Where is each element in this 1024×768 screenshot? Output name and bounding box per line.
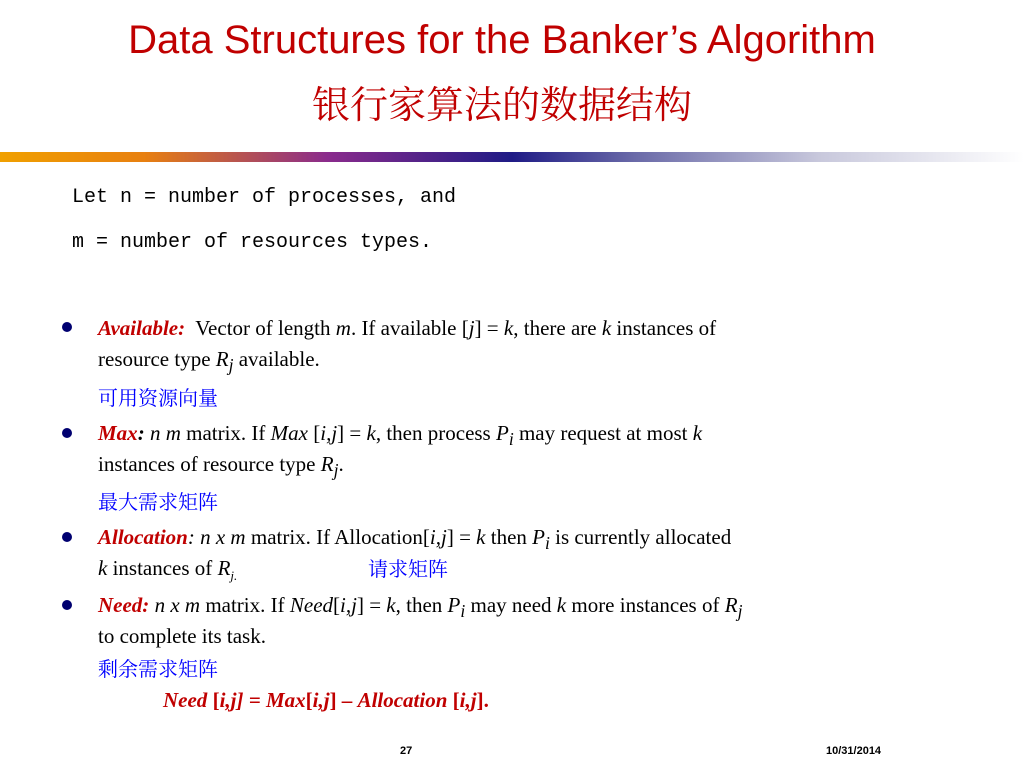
- page-number: 27: [400, 745, 413, 757]
- available-term: Available:: [98, 316, 186, 340]
- need-line-2: to complete its task.: [98, 624, 266, 648]
- bullet-dot: [62, 600, 72, 610]
- allocation-line-2: k instances of $R_{j.}$: [98, 556, 238, 584]
- definition-line-m: m = number of resources types.: [72, 231, 433, 254]
- max-term: Max: [98, 421, 138, 445]
- need-term: Need:: [98, 593, 150, 617]
- available-chinese-label: 可用资源向量: [98, 386, 218, 410]
- slide-subtitle-chinese: 银行家算法的数据结构: [311, 83, 692, 127]
- available-line-2: resource type $R_j$ available.: [98, 347, 320, 376]
- allocation-chinese-label: 请求矩阵: [368, 557, 448, 581]
- need-line-1: Need: n x m matrix. If Need[i,j] = k, then $P_i$ may need k more instances of $R_j$: [98, 593, 743, 622]
- need-formula: Need [i,j] = Max[i,j] – Allocation [i,j].: [163, 688, 489, 712]
- max-line-2: instances of resource type $R_j$.: [98, 452, 344, 481]
- slide-title: Data Structures for the Banker’s Algorithm: [128, 18, 876, 62]
- bullet-dot: [62, 322, 72, 332]
- bullet-dot: [62, 428, 72, 438]
- gradient-divider: [0, 152, 1024, 162]
- available-line-1: Available: Vector of length m. If available [j] = k, there are k instances of: [98, 316, 717, 340]
- allocation-term: Allocation: [98, 525, 188, 549]
- allocation-line-1: Allocation: n x m matrix. If Allocation[i,j] = k then $P_i$ is currently allocated: [98, 525, 732, 554]
- max-chinese-label: 最大需求矩阵: [98, 490, 218, 514]
- footer-date: 10/31/2014: [826, 745, 882, 757]
- bullet-dot: [62, 532, 72, 542]
- need-chinese-label: 剩余需求矩阵: [98, 657, 218, 681]
- max-line-1: Max: n m matrix. If Max [i,j] = k, then process $P_i$ may request at most k: [98, 421, 703, 450]
- definition-line-n: Let n = number of processes, and: [72, 186, 457, 209]
